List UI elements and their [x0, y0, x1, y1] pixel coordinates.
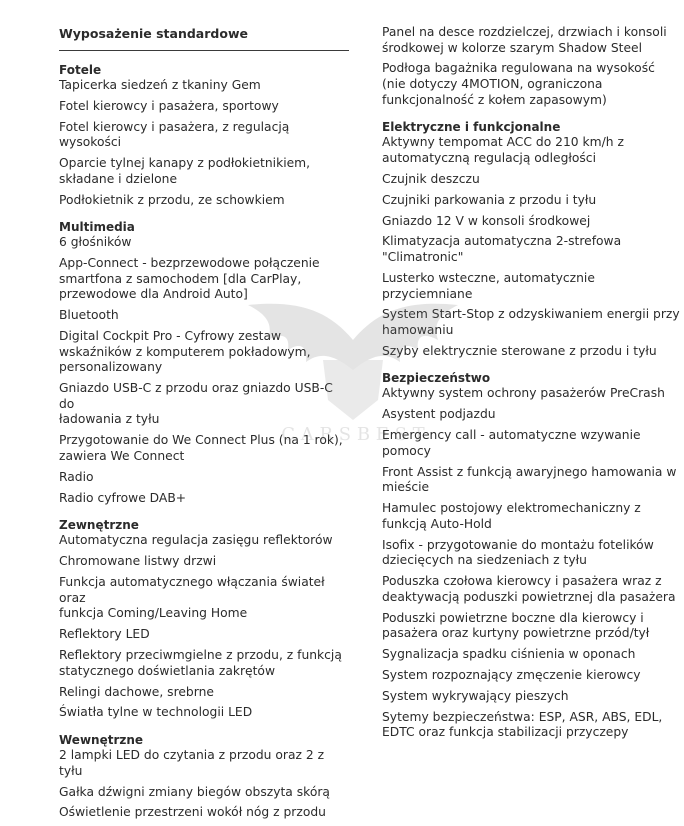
feature-item: Panel na desce rozdzielczej, drzwiach i konsoli środkowej w kolorze szarym Shadow Steel	[382, 25, 667, 55]
right-sections	[382, 25, 682, 741]
section	[382, 371, 682, 741]
section-title: Zewnętrzne	[59, 518, 139, 533]
feature-item: Czujniki parkowania z przodu i tyłu	[382, 192, 597, 207]
feature-item: Poduszki powietrzne boczne dla kierowcy i pasażera oraz kurtyny powietrzne przód/tył	[382, 610, 650, 641]
feature-list	[59, 533, 351, 721]
feature-item: Czujnik deszczu	[382, 171, 480, 186]
feature-item: Funkcja automatycznego włączania świateł oraz funkcja Coming/Leaving Home	[59, 575, 325, 621]
feature-item: Aktywny tempomat ACC do 210 km/h z automatyczną regulacją odległości	[382, 135, 624, 165]
page-title: Wyposażenie standardowe	[59, 26, 349, 51]
right-column	[382, 0, 682, 746]
feature-item: Reflektory przeciwmgielne z przodu, z funkcją statycznego doświetlania zakrętów	[59, 648, 342, 678]
feature-item: Szyby elektrycznie sterowane z przodu i tyłu	[382, 343, 657, 358]
feature-item: Reflektory LED	[59, 627, 150, 642]
feature-item: App-Connect - bezprzewodowe połączenie smartfona z samochodem [dla CarPlay, przewodowe dla Android Auto]	[59, 256, 320, 302]
feature-item: Lusterko wsteczne, automatycznie przyciemniane	[382, 270, 595, 301]
section	[59, 63, 351, 208]
section	[382, 25, 682, 108]
feature-item: Tapicerka siedzeń z tkaniny Gem	[59, 78, 261, 92]
feature-item: Poduszka czołowa kierowcy i pasażera wraz z deaktywacją poduszki powietrznej dla pasażera	[382, 574, 676, 604]
feature-item: Radio cyfrowe DAB+	[59, 490, 187, 505]
feature-item: Podłoga bagażnika regulowana na wysokość (nie dotyczy 4MOTION, ograniczona funkcjonalność z kołem zapasowym)	[382, 61, 655, 107]
feature-item: System wykrywający pieszych	[382, 688, 569, 703]
feature-item: Podłokietnik z przodu, ze schowkiem	[59, 192, 285, 207]
feature-item: 2 lampki LED do czytania z przodu oraz 2 z tyłu	[59, 748, 325, 778]
feature-item: Światła tylne w technologii LED	[59, 705, 253, 720]
feature-item: System rozpoznający zmęczenie kierowcy	[382, 668, 641, 683]
feature-list	[382, 25, 682, 108]
feature-item: Digital Cockpit Pro - Cyfrowy zestaw wskaźników z komputerem pokładowym, personalizowany	[59, 329, 311, 375]
feature-item: Relingi dachowe, srebrne	[59, 684, 214, 699]
feature-item: Hamulec postojowy elektromechaniczny z funkcją Auto-Hold	[382, 501, 641, 531]
feature-item: Fotel kierowcy i pasażera, sportowy	[59, 98, 279, 113]
feature-list	[382, 135, 682, 359]
feature-item: Front Assist z funkcją awaryjnego hamowania w mieście	[382, 464, 677, 495]
left-sections	[59, 63, 351, 821]
feature-item: Emergency call - automatyczne wzywanie pomocy	[382, 428, 641, 458]
feature-item: Fotel kierowcy i pasażera, z regulacją wysokości	[59, 119, 290, 150]
feature-item: Bluetooth	[59, 308, 119, 323]
feature-item: 6 głośników	[59, 235, 132, 250]
feature-item: Sytemy bezpieczeństwa: ESP, ASR, ABS, EDL, EDTC oraz funkcja stabilizacji przyczepy	[382, 709, 663, 740]
feature-item: Sygnalizacja spadku ciśnienia w oponach	[382, 647, 636, 662]
feature-item: Gniazdo 12 V w konsoli środkowej	[382, 213, 591, 228]
feature-item: Asystent podjazdu	[382, 407, 496, 422]
feature-item: Aktywny system ochrony pasażerów PreCrash	[382, 386, 665, 401]
feature-list	[59, 235, 351, 506]
feature-item: Chromowane listwy drzwi	[59, 554, 217, 569]
feature-item: Gałka dźwigni zmiany biegów obszyta skórą	[59, 784, 330, 799]
section	[59, 518, 351, 721]
feature-item: Isofix - przygotowanie do montażu fotelików dziecięcych na siedzeniach z tyłu	[382, 537, 654, 568]
feature-item: Klimatyzacja automatyczna 2-strefowa "Climatronic"	[382, 234, 622, 265]
feature-item: Oparcie tylnej kanapy z podłokietnikiem, składane i dzielone	[59, 156, 311, 186]
feature-item: Przygotowanie do We Connect Plus (na 1 rok), zawiera We Connect	[59, 433, 343, 463]
section-title: Multimedia	[59, 220, 135, 235]
feature-item: Automatyczna regulacja zasięgu reflektorów	[59, 533, 333, 548]
section-title: Wewnętrzne	[59, 733, 144, 748]
feature-item: Gniazdo USB-C z przodu oraz gniazdo USB-C do ładowania z tyłu	[59, 381, 333, 427]
left-column	[59, 0, 351, 826]
section-title: Bezpieczeństwo	[382, 371, 491, 386]
section	[59, 220, 351, 506]
feature-list	[59, 748, 351, 821]
section-title: Elektryczne i funkcjonalne	[382, 120, 561, 135]
feature-item: Oświetlenie przestrzeni wokół nóg z przodu	[59, 805, 326, 820]
feature-list	[59, 78, 351, 208]
section	[59, 733, 351, 821]
feature-list	[382, 386, 682, 741]
feature-item: Radio	[59, 469, 94, 484]
watermark-text: C A R S B E S T	[281, 424, 425, 445]
section-title: Fotele	[59, 63, 102, 77]
feature-item: System Start-Stop z odzyskiwaniem energii przy hamowaniu	[382, 307, 680, 337]
section	[382, 120, 682, 359]
